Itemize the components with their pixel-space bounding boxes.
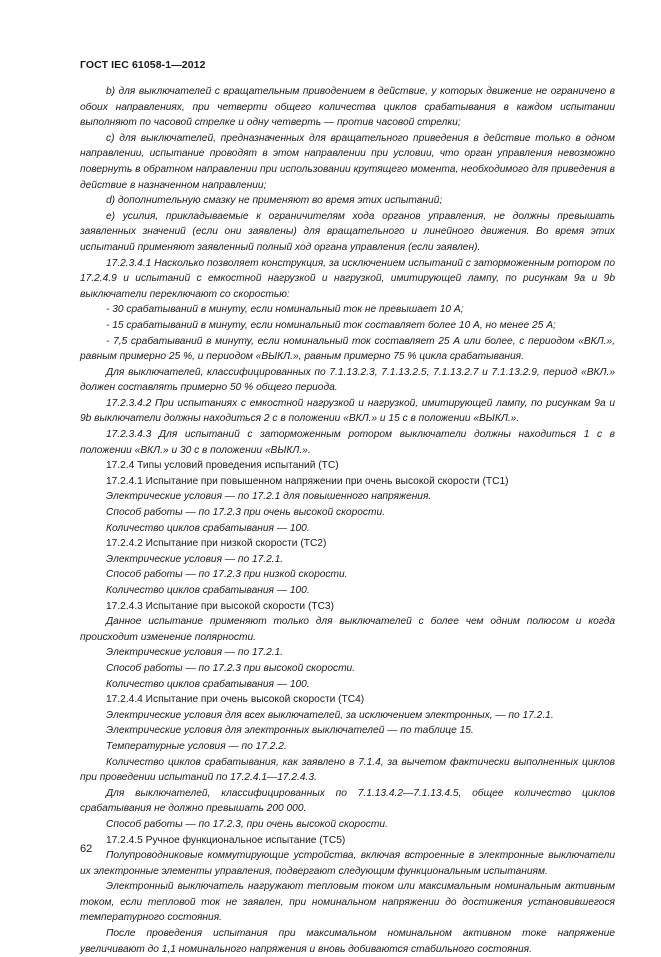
paragraph: Электрические условия для электронных выключателей — по таблице 15. (106, 725, 474, 737)
paragraph: Способ работы — по 17.2.3 при высокой скорости. (106, 662, 356, 674)
paragraph: c) для выключателей, предназначенных для вращательного приведения в действие только в одном направлении, испытание проводят в этом направлении при условии, что орган управления невозможно повернуть в обратном направлении при использовании крутящего момента, необходимого для приведения в действие в назначенном направлении; (80, 132, 615, 191)
paragraph: 17.2.4.5 Ручное функциональное испытание (TC5) (106, 834, 346, 846)
paragraph: Количество циклов срабатывания — 100. (106, 522, 310, 534)
paragraph: Данное испытание применяют только для выключателей с более чем одним полюсом и когда происходит изменение полярности. (80, 616, 615, 643)
paragraph: d) дополнительную смазку не применяют во время этих испытаний; (106, 195, 443, 207)
paragraph: Способ работы — по 17.2.3 при низкой скорости. (106, 569, 348, 581)
paragraph: Температурные условия — по 17.2.2. (106, 740, 287, 752)
paragraph: 17.2.4 Типы условий проведения испытаний (TC) (106, 460, 339, 472)
paragraph: 17.2.3.4.2 При испытаниях с емкостной нагрузкой и нагрузкой, имитирующей лампу, по рисункам 9a и 9b выключатели должны находиться 2 с в положении «ВКЛ.» и 15 с в положении «ВЫКЛ.». (80, 397, 615, 425)
paragraph: 17.2.4.2 Испытание при низкой скорости (TC2) (106, 538, 327, 550)
paragraph: e) усилия, прикладываемые к ограничителям хода органов управления, не должны превышать заявленных значений (если они заявлены) для вращательного и линейного движения. Во время этих испытаний применяют заявленный полный ход органа управления (если заявлен). (80, 210, 615, 253)
page-header: ГОСТ IEC 61058-1—2012 (80, 59, 206, 71)
paragraph: - 15 срабатываний в минуту, если номинальный ток составляет более 10 А, но менее 25 А; (106, 319, 556, 331)
paragraph: После проведения испытания при максимальном номинальном активном токе напряжение увеличивают до 1,1 номинального напряжения и вновь добиваются стабильного состояния. (80, 928, 615, 955)
paragraph: Электрические условия для всех выключателей, за исключением электронных, — по 17.2.1. (106, 709, 554, 721)
paragraph: - 30 срабатываний в минуту, если номинальный ток не превышает 10 А; (106, 304, 464, 316)
document-body (80, 84, 615, 957)
paragraph: Количество циклов срабатывания, как заявлено в 7.1.4, за вычетом фактически выполненных циклов при проведении испытаний по 17.2.4.1—17.2.4.3. (80, 756, 615, 784)
paragraph: 17.2.4.1 Испытание при повышенном напряжении при очень высокой скорости (TC1) (106, 475, 509, 487)
paragraph: Для выключателей, классифицированных по 7.1.13.4.2—7.1.13.4.5, общее количество циклов срабатывания не должно превышать 200 000. (80, 787, 615, 815)
paragraph: 17.2.3.4.1 Насколько позволяет конструкция, за исключением испытаний с заторможенным ротором по 17.2.4.9 и испытаний с емкостной нагрузкой и нагрузкой, имитирующей лампу, по рисункам 9a и 9b выключатели переключают со скоростью: (80, 257, 615, 300)
paragraph: Способ работы — по 17.2.3, при очень высокой скорости. (106, 818, 388, 830)
page-number: 62 (80, 843, 93, 855)
paragraph: Количество циклов срабатывания — 100. (106, 678, 310, 690)
paragraph: Электрические условия — по 17.2.1. (106, 647, 284, 659)
paragraph: 17.2.4.3 Испытание при высокой скорости (TC3) (106, 600, 334, 612)
paragraph: 17.2.4.4 Испытание при очень высокой скорости (TC4) (106, 694, 365, 706)
paragraph: Способ работы — по 17.2.3 при очень высокой скорости. (106, 507, 385, 519)
paragraph: Электрические условия — по 17.2.1 для повышенного напряжения. (106, 491, 432, 503)
paragraph: Для выключателей, классифицированных по 7.1.13.2.3, 7.1.13.2.5, 7.1.13.2.7 и 7.1.13.2.9, период «ВКЛ.» должен составлять примерно 50 % общего периода. (80, 366, 615, 394)
paragraph: Полупроводниковые коммутирующие устройства, включая встроенные в электронные выключатели их электронные элементы управления, подвергают следующим функциональным испытаниям. (80, 850, 615, 877)
paragraph: - 7,5 срабатываний в минуту, если номинальный ток составляет 25 А или более, с периодом «ВКЛ.», равным примерно 25 %, и периодом «ВЫКЛ.», равным примерно 75 % цикла срабатывания. (80, 335, 615, 363)
paragraph: Количество циклов срабатывания — 100. (106, 585, 310, 596)
paragraph: 17.2.3.4.3 Для испытаний с заторможенным ротором выключатели должны находиться 1 с в положении «ВКЛ.» и 30 с в положении «ВЫКЛ.». (80, 429, 615, 456)
paragraph: b) для выключателей с вращательным приводением в действие, у которых движение не ограничено в обоих направлениях, при четверти общего количества циклов срабатывания в каждом испытании выполняют по часовой стрелке и одну четверть — против часовой стрелки; (80, 86, 615, 129)
paragraph: Электронный выключатель нагружают тепловым током или максимальным номинальным активным током, если тепловой ток не заявлен, при номинальном напряжении до достижения установившегося температурного состояния. (80, 881, 615, 924)
paragraph: Электрические условия — по 17.2.1. (106, 553, 284, 565)
